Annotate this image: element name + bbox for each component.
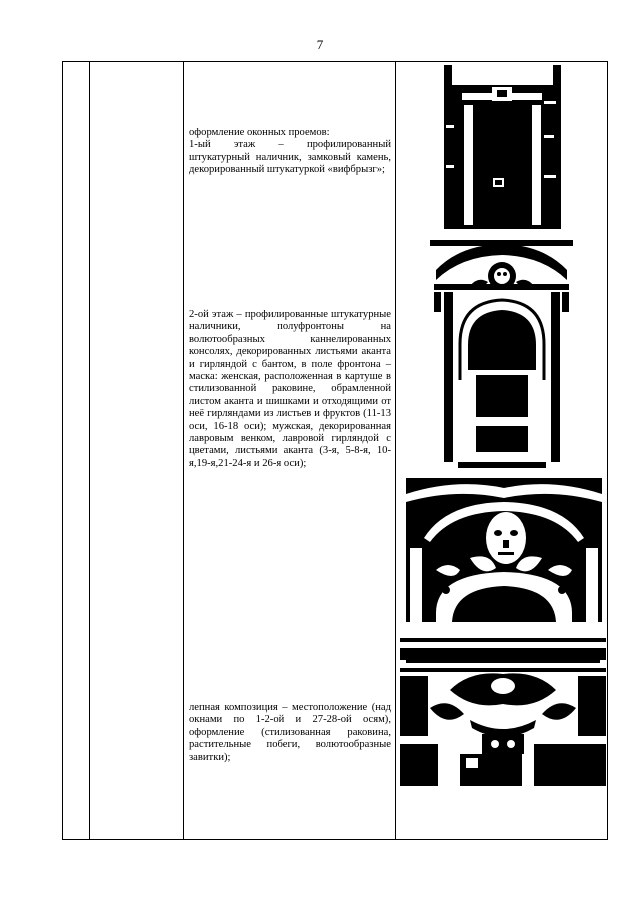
photo-mask-detail [406,478,602,622]
column-divider [395,62,396,839]
description-ground-floor: оформление оконных проемов: 1-ый этаж – профилированный штукатурный наличник, замковый камень, декорированный штукатуркой «вифбрызг»; [189,127,391,176]
photo-ground-floor-window [444,65,561,229]
column-divider [89,62,90,839]
column-divider [183,62,184,839]
photo-stucco-composition [400,638,606,786]
page-number: 7 [316,37,324,52]
description-second-floor: 2-ой этаж – профилированные штукатурные наличники, полуфронтоны на волютообразных каннелированных консолях, декорированных листьями аканта и гирляндой с бантом, в поле фронтона – маска: женская, расположенная в картуше в стилизованной раковине, обрамленной листом аканта и шишками и отходящими от неё гирляндами из листьев и фруктов (11-13 оси, 16-18 оси); мужская, декорированная лавровым венком, лавровой гирляндой с цветами, листьями аканта (3-я, 5-8-я, 10-я,19-я,21-24-я и 26-я оси); [189,309,391,469]
photo-second-floor-window [430,240,573,468]
description-stucco-composition: лепная композиция – местоположение (над окнами по 1-2-ой и 27-28-ой осям), оформление (стилизованная раковина, растительные побеги, волютообразные завитки); [189,702,391,763]
